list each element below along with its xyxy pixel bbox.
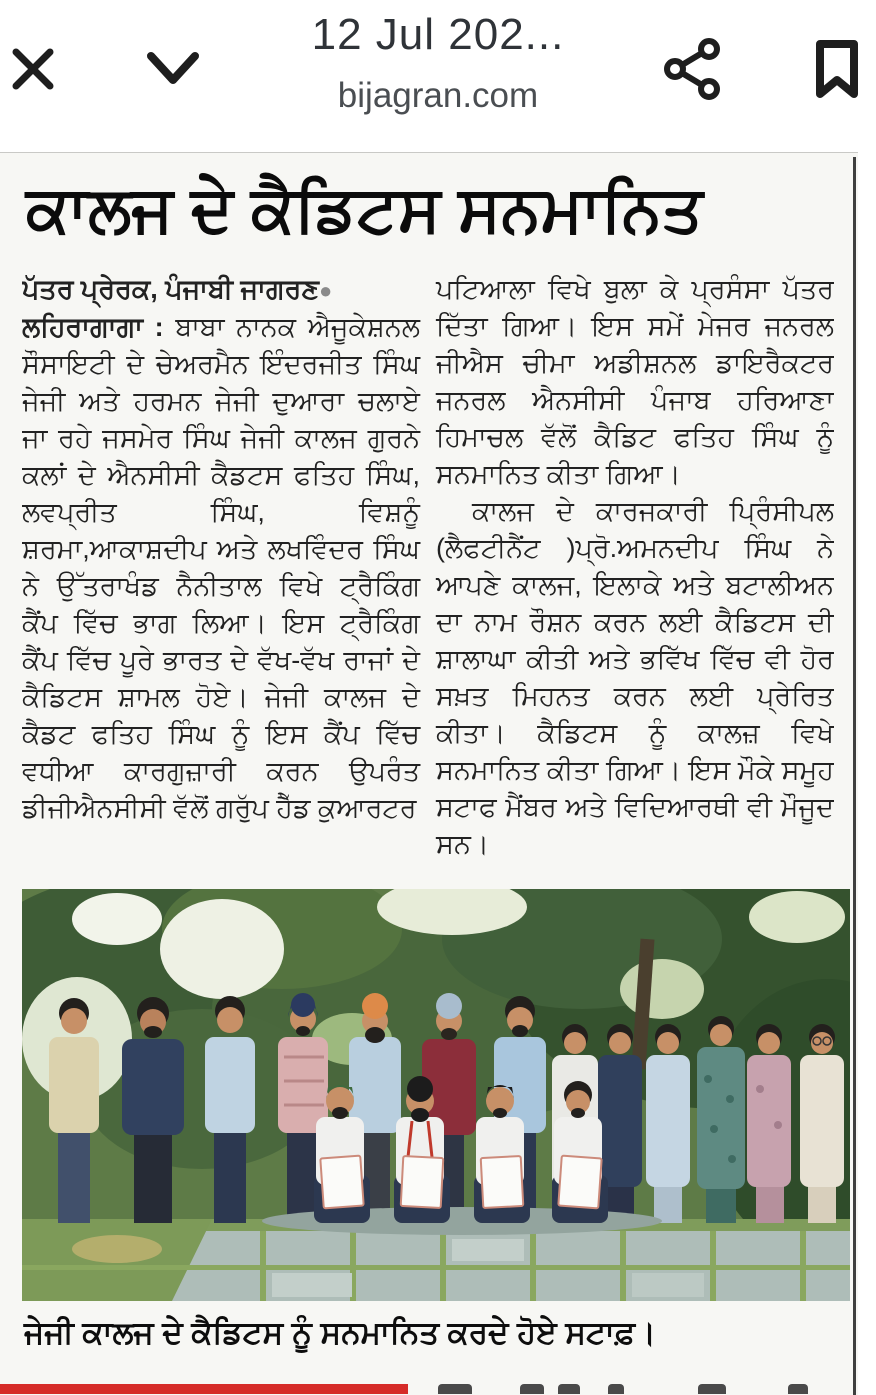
article-photo xyxy=(22,889,850,1301)
next-article-red-banner xyxy=(0,1384,408,1394)
page-title: 12 Jul 202... xyxy=(311,10,565,59)
cutoff-text-stub xyxy=(788,1384,808,1394)
dateline: ਲਹਿਰਾਗਾਗਾ : xyxy=(22,312,164,342)
close-button[interactable] xyxy=(10,46,56,92)
byline-bullet: ● xyxy=(318,278,333,303)
cutoff-text-stub xyxy=(608,1384,624,1394)
article-body xyxy=(22,271,834,877)
viewer-topbar xyxy=(0,0,876,152)
group-photo-illustration xyxy=(22,889,850,1301)
column2-paragraph-1: ਪਟਿਆਲਾ ਵਿਖੇ ਬੁਲਾ ਕੇ ਪ੍ਰਸੰਸਾ ਪੱਤਰ ਦਿੱਤਾ ਗਿਆ। ਇਸ ਸਮੇਂ ਮੇਜਰ ਜਨਰਲ ਜੀਐਸ ਚੀਮਾ ਅਡੀਸ਼ਨਲ ਡਾਇਰੈਕਟਰ ਜਨਰਲ ਐਨਸੀਸੀ ਪੰਜਾਬ ਹਰਿਆਣਾ ਹਿਮਾਚਲ ਵੱਲੋਂ ਕੈਡਿਟ ਫਤਿਹ ਸਿੰਘ ਨੂੰ ਸਨਮਾਨਿਤ ਕੀਤਾ ਗਿਆ। xyxy=(436,274,834,489)
cutoff-text-stub xyxy=(520,1384,544,1394)
byline: ਪੱਤਰ ਪ੍ਰੇਰਕ, ਪੰਜਾਬੀ ਜਾਗਰਣ xyxy=(22,274,319,304)
bookmark-icon xyxy=(812,38,862,100)
photo-caption: ਜੇਜੀ ਕਾਲਜ ਦੇ ਕੈਡਿਟਸ ਨੂੰ ਸਨਮਾਨਿਤ ਕਰਦੇ ਹੋਏ ਸਟਾਫ਼। xyxy=(24,1315,657,1350)
article-headline: ਕਾਲਜ ਦੇ ਕੈਡਿਟਸ ਸਨਮਾਨਿਤ xyxy=(26,173,703,245)
column2-paragraph-2: ਕਾਲਜ ਦੇ ਕਾਰਜਕਾਰੀ ਪ੍ਰਿੰਸੀਪਲ (ਲੈਫਟੀਨੈਂਟ )ਪ੍ਰੋ.ਅਮਨਦੀਪ ਸਿੰਘ ਨੇ ਆਪਣੇ ਕਾਲਜ, ਇਲਾਕੇ ਅਤੇ ਬਟਾਲੀਅਨ ਦਾ ਨਾਮ ਰੌਸ਼ਨ ਕਰਨ ਲਈ ਕੈਡਿਟਸ ਦੀ ਸ਼ਾਲਾਘਾ ਕੀਤੀ ਅਤੇ ਭਵਿੱਖ ਵਿੱਚ ਵੀ ਹੋਰ ਸਖ਼ਤ ਮਿਹਨਤ ਕਰਨ ਲਈ ਪ੍ਰੇਰਿਤ ਕੀਤਾ। ਕੈਡਿਟਸ ਨੂੰ ਕਾਲਜ਼ ਵਿਖੇ ਸਨਮਾਨਿਤ ਕੀਤਾ ਗਿਆ। ਇਸ ਮੌਕੇ ਸਮੂਹ ਸਟਾਫ ਮੈਂਬਰ ਅਤੇ ਵਿਦਿਆਰਥੀ ਵੀ ਮੌਜੂਦ ਸਨ। xyxy=(436,496,834,859)
column1-text: ਬਾਬਾ ਨਾਨਕ ਐਜੂਕੇਸ਼ਨਲ ਸੌਸਾਇਟੀ ਦੇ ਚੇਅਰਮੈਨ ਇੰਦਰਜੀਤ ਸਿੰਘ ਜੇਜੀ ਅਤੇ ਹਰਮਨ ਜੇਜੀ ਦੁਆਰਾ ਚਲਾਏ ਜਾ ਰਹੇ ਜਸਮੇਰ ਸਿੰਘ ਜੇਜੀ ਕਾਲਜ ਗੁਰਨੇ ਕਲਾਂ ਦੇ ਐਨਸੀਸੀ ਕੈਡਟਸ ਫਤਿਹ ਸਿੰਘ, ਲਵਪ੍ਰੀਤ ਸਿੰਘ, ਵਿਸ਼ਨੂੰ ਸ਼ਰਮਾ,ਆਕਾਸ਼ਦੀਪ ਅਤੇ ਲਖਵਿੰਦਰ ਸਿੰਘ ਨੇ ਉੱਤਰਾਖੰਡ ਨੈਨੀਤਾਲ ਵਿਖੇ ਟ੍ਰੈਕਿੰਗ ਕੈਂਪ ਵਿੱਚ ਭਾਗ ਲਿਆ। ਇਸ ਟ੍ਰੈਕਿੰਗ ਕੈਂਪ ਵਿੱਚ ਪੂਰੇ ਭਾਰਤ ਦੇ ਵੱਖ-ਵੱਖ ਰਾਜਾਂ ਦੇ ਕੈਡਿਟਸ ਸ਼ਾਮਲ ਹੋਏ। ਜੇਜੀ ਕਾਲਜ ਦੇ ਕੈਡਟ ਫਤਿਹ ਸਿੰਘ ਨੂੰ ਇਸ ਕੈਂਪ ਵਿੱਚ ਵਧੀਆ ਕਾਰਗੁਜ਼ਾਰੀ ਕਰਨ ਉਪਰੰਤ ਡੀਜੀਐਨਸੀਸੀ ਵੱਲੋਂ ਗਰੁੱਪ ਹੈੱਡ ਕੁਆਰਟਰ xyxy=(22,312,420,823)
article-column-1 xyxy=(22,271,420,877)
newspaper-clipping xyxy=(0,152,858,1395)
cutoff-text-stub xyxy=(438,1384,472,1394)
cutoff-text-stub xyxy=(698,1384,726,1394)
article-column-2 xyxy=(436,271,834,877)
close-icon xyxy=(10,46,56,92)
column-rule xyxy=(853,157,856,1395)
cutoff-text-stub xyxy=(558,1384,580,1394)
site-url: bijagran.com xyxy=(337,76,539,115)
share-icon xyxy=(660,36,726,102)
bookmark-button[interactable] xyxy=(812,38,862,100)
share-button[interactable] xyxy=(660,36,726,102)
